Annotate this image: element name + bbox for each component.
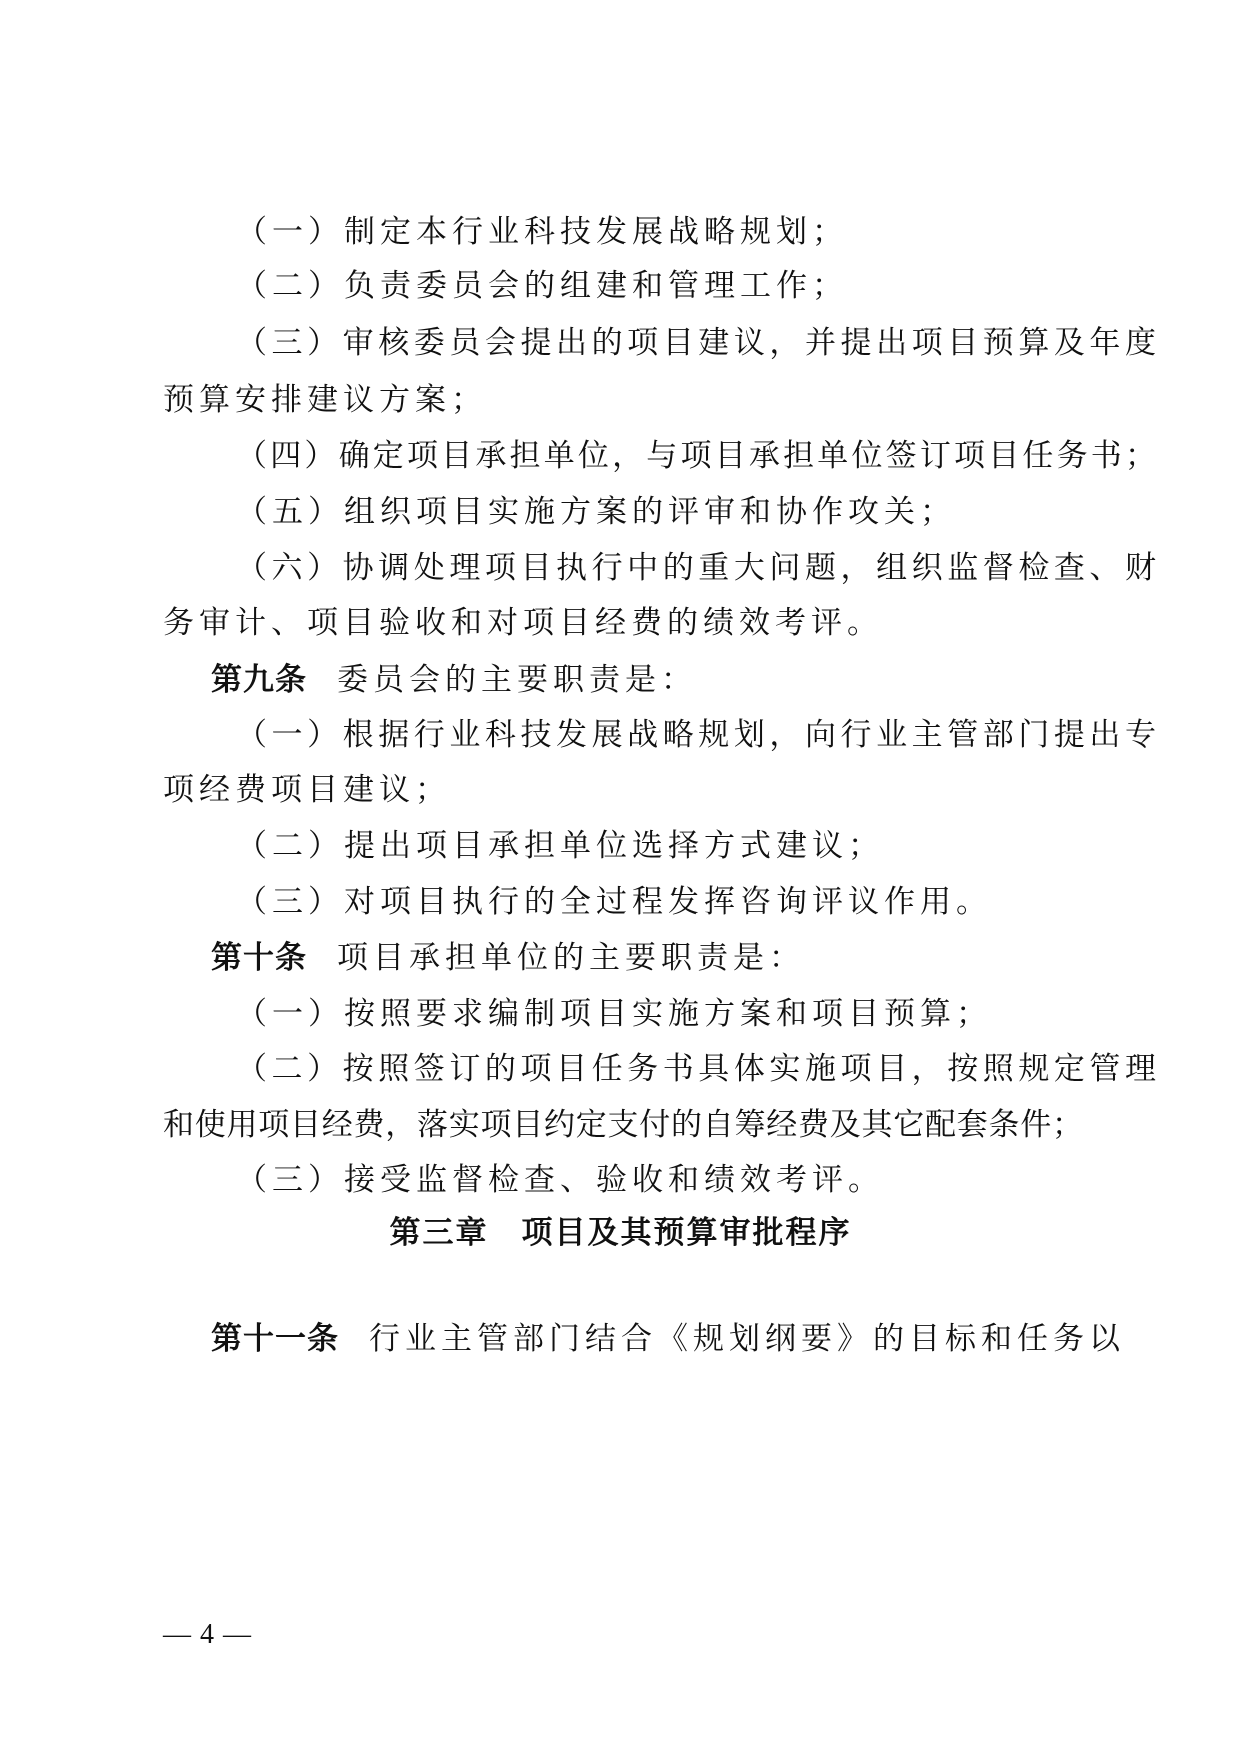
article-9-text: 委员会的主要职责是：	[337, 662, 697, 698]
article-10	[211, 938, 1131, 978]
committee-item-3: （三）对项目执行的全过程发挥咨询评议作用。	[236, 884, 992, 920]
article-9	[211, 660, 1131, 700]
article-9-label: 第九条	[211, 662, 307, 698]
article-10-label: 第十条	[211, 940, 307, 976]
duty-item-6: （六）协调处理项目执行中的重大问题，组织监督检查、财	[236, 550, 1156, 586]
duty-item-6-cont: 务审计、项目验收和对项目经费的绩效考评。	[163, 605, 883, 641]
duty-item-3-cont: 预算安排建议方案；	[163, 382, 487, 418]
committee-item-1: （一）根据行业科技发展战略规划，向行业主管部门提出专	[236, 717, 1156, 753]
unit-item-2-cont: 和使用项目经费，落实项目约定支付的自筹经费及其它配套条件；	[163, 1107, 1083, 1143]
duty-item-4: （四）确定项目承担单位，与项目承担单位签订项目任务书；	[236, 438, 1156, 474]
article-11	[211, 1319, 1125, 1359]
unit-item-2: （二）按照签订的项目任务书具体实施项目，按照规定管理	[236, 1051, 1156, 1087]
committee-item-2: （二）提出项目承担单位选择方式建议；	[236, 828, 884, 864]
duty-item-3: （三）审核委员会提出的项目建议，并提出项目预算及年度	[236, 325, 1156, 361]
duty-item-2: （二）负责委员会的组建和管理工作；	[236, 268, 848, 304]
committee-item-1-cont: 项经费项目建议；	[163, 772, 451, 808]
duty-item-1: （一）制定本行业科技发展战略规划；	[236, 214, 848, 250]
duty-item-5: （五）组织项目实施方案的评审和协作攻关；	[236, 494, 956, 530]
page-number: — 4 —	[163, 1619, 252, 1650]
unit-item-3: （三）接受监督检查、验收和绩效考评。	[236, 1162, 884, 1198]
article-10-text: 项目承担单位的主要职责是：	[337, 940, 805, 976]
unit-item-1: （一）按照要求编制项目实施方案和项目预算；	[236, 996, 992, 1032]
article-11-text: 行业主管部门结合《规划纲要》的目标和任务以	[369, 1321, 1125, 1357]
article-11-label: 第十一条	[211, 1321, 339, 1357]
chapter-heading: 第三章 项目及其预算审批程序	[389, 1215, 852, 1251]
